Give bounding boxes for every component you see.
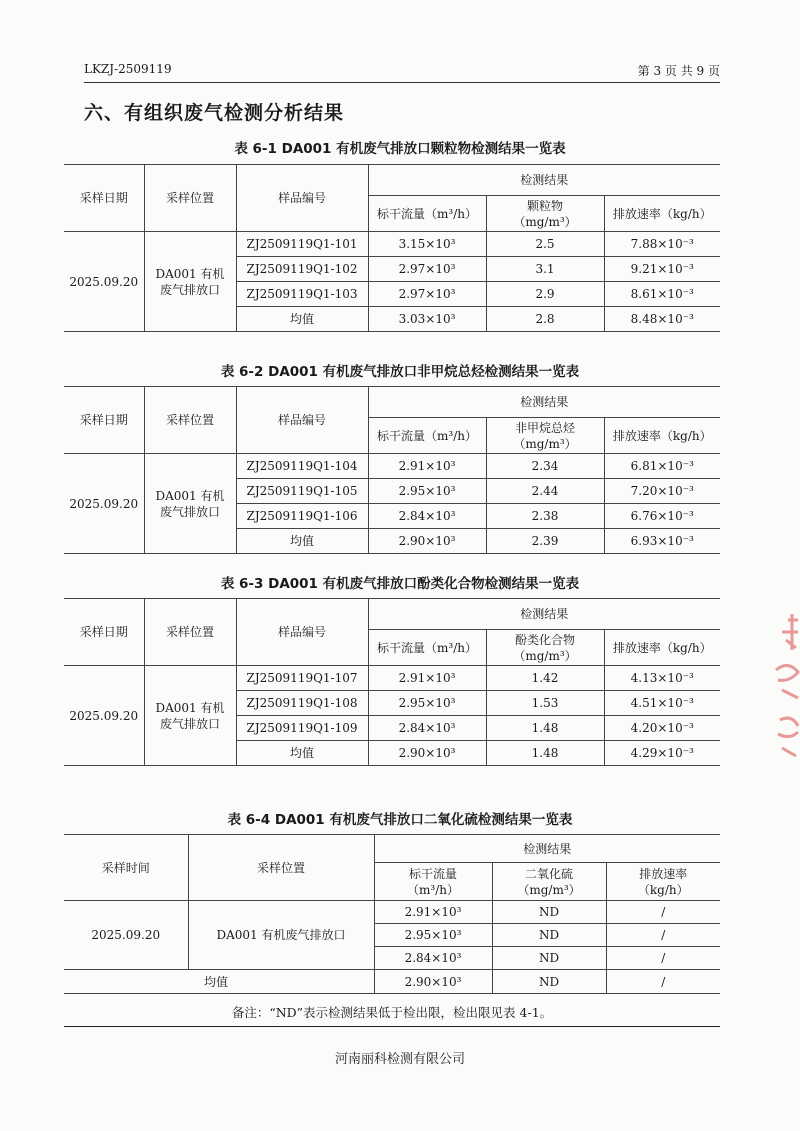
rate-value: 9.21×10⁻³ xyxy=(604,257,720,282)
sample-no: ZJ2509119Q1-109 xyxy=(236,716,368,741)
sampling-location: DA001 有机 废气排放口 xyxy=(144,666,236,766)
page-indicator: 第 3 页 共 9 页 xyxy=(637,64,720,78)
table-row xyxy=(64,901,720,924)
header-flow: 标干流量（m³/h） xyxy=(368,196,486,232)
avg-rate: 8.48×10⁻³ xyxy=(604,307,720,332)
header-pollutant: 颗粒物 （mg/m³） xyxy=(486,196,604,232)
header-rate: 排放速率（kg/h） xyxy=(604,418,720,454)
sampling-location: DA001 有机废气排放口 xyxy=(188,901,374,970)
header-rate: 排放速率（kg/h） xyxy=(604,196,720,232)
header-date: 采样日期 xyxy=(64,165,144,232)
header-flow: 标干流量（m³/h） xyxy=(368,630,486,666)
header-flow: 标干流量（m³/h） xyxy=(368,418,486,454)
avg-rate: / xyxy=(606,970,720,994)
average-label: 均值 xyxy=(64,970,374,994)
conc-value: 2.5 xyxy=(486,232,604,257)
table-6-1-caption: 表 6-1 DA001 有机废气排放口颗粒物检测结果一览表 xyxy=(234,141,566,157)
header-location: 采样位置 xyxy=(144,599,236,666)
avg-conc: 2.8 xyxy=(486,307,604,332)
conc-value: 1.48 xyxy=(486,716,604,741)
flow-value: 2.91×10³ xyxy=(368,666,486,691)
rate-value: 4.51×10⁻³ xyxy=(604,691,720,716)
header-location: 采样位置 xyxy=(144,165,236,232)
flow-value: 2.84×10³ xyxy=(368,716,486,741)
flow-value: 2.97×10³ xyxy=(368,257,486,282)
table-6-3-caption: 表 6-3 DA001 有机废气排放口酚类化合物检测结果一览表 xyxy=(220,576,580,592)
seal-fragment-icon xyxy=(768,610,800,770)
header-sample-no: 样品编号 xyxy=(236,599,368,666)
rate-value: 7.20×10⁻³ xyxy=(604,479,720,504)
sampling-date: 2025.09.20 xyxy=(64,232,144,332)
table-6-4-caption: 表 6-4 DA001 有机废气排放口二氧化硫检测结果一览表 xyxy=(227,812,573,828)
header-date: 采样时间 xyxy=(64,835,188,901)
sample-no: ZJ2509119Q1-102 xyxy=(236,257,368,282)
conc-value: 1.53 xyxy=(486,691,604,716)
remarks-note: 备注：“ND”表示检测结果低于检出限，检出限见表 4-1。 xyxy=(64,1000,720,1027)
sampling-location: DA001 有机 废气排放口 xyxy=(144,232,236,332)
avg-conc: ND xyxy=(492,970,606,994)
rate-value: / xyxy=(606,901,720,924)
flow-value: 2.91×10³ xyxy=(374,901,492,924)
company-footer: 河南丽科检测有限公司 xyxy=(334,1052,465,1067)
header-rate: 排放速率 （kg/h） xyxy=(606,863,720,901)
flow-value: 2.84×10³ xyxy=(374,947,492,970)
header-results: 检测结果 xyxy=(368,599,720,630)
header-pollutant: 酚类化合物 （mg/m³） xyxy=(486,630,604,666)
avg-flow: 3.03×10³ xyxy=(368,307,486,332)
sample-no: ZJ2509119Q1-108 xyxy=(236,691,368,716)
flow-value: 2.84×10³ xyxy=(368,504,486,529)
header-sample-no: 样品编号 xyxy=(236,387,368,454)
rate-value: / xyxy=(606,947,720,970)
flow-value: 2.95×10³ xyxy=(368,691,486,716)
avg-rate: 4.29×10⁻³ xyxy=(604,741,720,766)
header-sample-no: 样品编号 xyxy=(236,165,368,232)
conc-value: 2.9 xyxy=(486,282,604,307)
flow-value: 2.95×10³ xyxy=(368,479,486,504)
header-pollutant: 二氧化硫 （mg/m³） xyxy=(492,863,606,901)
header-pollutant: 非甲烷总烃 （mg/m³） xyxy=(486,418,604,454)
rate-value: 4.20×10⁻³ xyxy=(604,716,720,741)
sampling-date: 2025.09.20 xyxy=(64,666,144,766)
conc-value: 1.42 xyxy=(486,666,604,691)
conc-value: ND xyxy=(492,947,606,970)
header-results: 检测结果 xyxy=(368,165,720,196)
table-row xyxy=(64,232,720,257)
table-6-3 xyxy=(64,598,720,766)
header-rate: 排放速率（kg/h） xyxy=(604,630,720,666)
rate-value: / xyxy=(606,924,720,947)
flow-value: 2.97×10³ xyxy=(368,282,486,307)
average-label: 均值 xyxy=(236,529,368,554)
flow-value: 2.95×10³ xyxy=(374,924,492,947)
section-title: 六、有组织废气检测分析结果 xyxy=(84,102,345,124)
header-results: 检测结果 xyxy=(368,387,720,418)
header-location: 采样位置 xyxy=(144,387,236,454)
sample-no: ZJ2509119Q1-104 xyxy=(236,454,368,479)
rate-value: 6.81×10⁻³ xyxy=(604,454,720,479)
sampling-location: DA001 有机 废气排放口 xyxy=(144,454,236,554)
conc-value: 2.34 xyxy=(486,454,604,479)
average-label: 均值 xyxy=(236,307,368,332)
red-seal-stamp xyxy=(768,610,800,770)
header-location: 采样位置 xyxy=(188,835,374,901)
header-date: 采样日期 xyxy=(64,599,144,666)
table-6-2 xyxy=(64,386,720,554)
table-6-1 xyxy=(64,164,720,332)
sample-no: ZJ2509119Q1-106 xyxy=(236,504,368,529)
avg-conc: 2.39 xyxy=(486,529,604,554)
header-date: 采样日期 xyxy=(64,387,144,454)
rate-value: 6.76×10⁻³ xyxy=(604,504,720,529)
sample-no: ZJ2509119Q1-107 xyxy=(236,666,368,691)
flow-value: 2.91×10³ xyxy=(368,454,486,479)
header-flow: 标干流量 （m³/h） xyxy=(374,863,492,901)
conc-value: 2.38 xyxy=(486,504,604,529)
report-number: LKZJ-2509119 xyxy=(84,62,172,76)
conc-value: 3.1 xyxy=(486,257,604,282)
header-results: 检测结果 xyxy=(374,835,720,863)
sample-no: ZJ2509119Q1-101 xyxy=(236,232,368,257)
sampling-date: 2025.09.20 xyxy=(64,454,144,554)
sample-no: ZJ2509119Q1-103 xyxy=(236,282,368,307)
rate-value: 7.88×10⁻³ xyxy=(604,232,720,257)
conc-value: ND xyxy=(492,901,606,924)
sampling-date: 2025.09.20 xyxy=(64,901,188,970)
table-row xyxy=(64,666,720,691)
conc-value: 2.44 xyxy=(486,479,604,504)
average-label: 均值 xyxy=(236,741,368,766)
avg-rate: 6.93×10⁻³ xyxy=(604,529,720,554)
table-row xyxy=(64,454,720,479)
conc-value: ND xyxy=(492,924,606,947)
average-row xyxy=(64,970,720,994)
table-6-2-caption: 表 6-2 DA001 有机废气排放口非甲烷总烃检测结果一览表 xyxy=(220,364,580,380)
avg-flow: 2.90×10³ xyxy=(374,970,492,994)
avg-flow: 2.90×10³ xyxy=(368,741,486,766)
table-6-4 xyxy=(64,834,720,994)
flow-value: 3.15×10³ xyxy=(368,232,486,257)
sample-no: ZJ2509119Q1-105 xyxy=(236,479,368,504)
avg-flow: 2.90×10³ xyxy=(368,529,486,554)
page-header xyxy=(84,62,720,83)
rate-value: 4.13×10⁻³ xyxy=(604,666,720,691)
rate-value: 8.61×10⁻³ xyxy=(604,282,720,307)
avg-conc: 1.48 xyxy=(486,741,604,766)
